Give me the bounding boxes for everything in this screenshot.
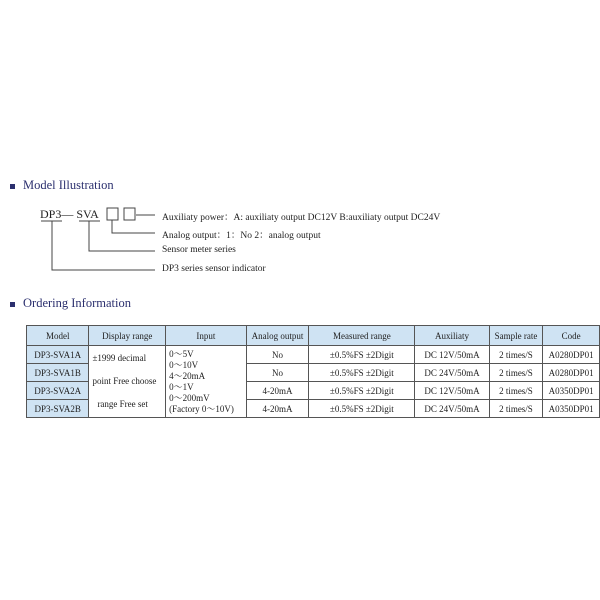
- table-row: DP3-SVA2A 4-20mA ±0.5%FS ±2Digit DC 12V/50mA 2 times/S A0350DP01: [27, 382, 600, 400]
- input-cell: 0～5V 0～10V 4～20mA 0～1V 0～200mV (Factory 0～10V): [166, 346, 247, 418]
- section-ordering-information: Ordering Information: [10, 296, 131, 311]
- label-analog-output: Analog output：1：No 2：analog output: [162, 231, 321, 241]
- table-row: DP3-SVA1B No ±0.5%FS ±2Digit DC 24V/50mA 2 times/S A0280DP01: [27, 364, 600, 382]
- label-aux-power: Auxiliaty power：A: auxiliaty output DC12V B:auxiliaty output DC24V: [162, 213, 441, 223]
- table-row: DP3-SVA2B 4-20mA ±0.5%FS ±2Digit DC 24V/50mA 2 times/S A0350DP01: [27, 400, 600, 418]
- section-model-illustration: Model Illustration: [10, 178, 114, 193]
- label-dp3-series: DP3 series sensor indicator: [162, 264, 266, 274]
- bullet-square-icon: [10, 302, 15, 307]
- model-code: DP3— SVA: [40, 207, 99, 221]
- display-range-cell: ±1999 decimal point Free choose range Free set: [89, 346, 166, 418]
- table-header: Model Display range Input Analog output Measured range Auxiliaty Sample rate Code: [27, 326, 600, 346]
- table-row: DP3-SVA1A ±1999 decimal point Free choose range Free set 0～5V 0～10V 4～20mA 0～1V 0～200mV (Factory 0～10V) No ±0.5%FS ±2Digit DC 12V/50mA 2 times/S A0280DP01: [27, 346, 600, 364]
- ordering-table: [26, 325, 600, 418]
- label-sensor-series: Sensor meter series: [162, 245, 236, 255]
